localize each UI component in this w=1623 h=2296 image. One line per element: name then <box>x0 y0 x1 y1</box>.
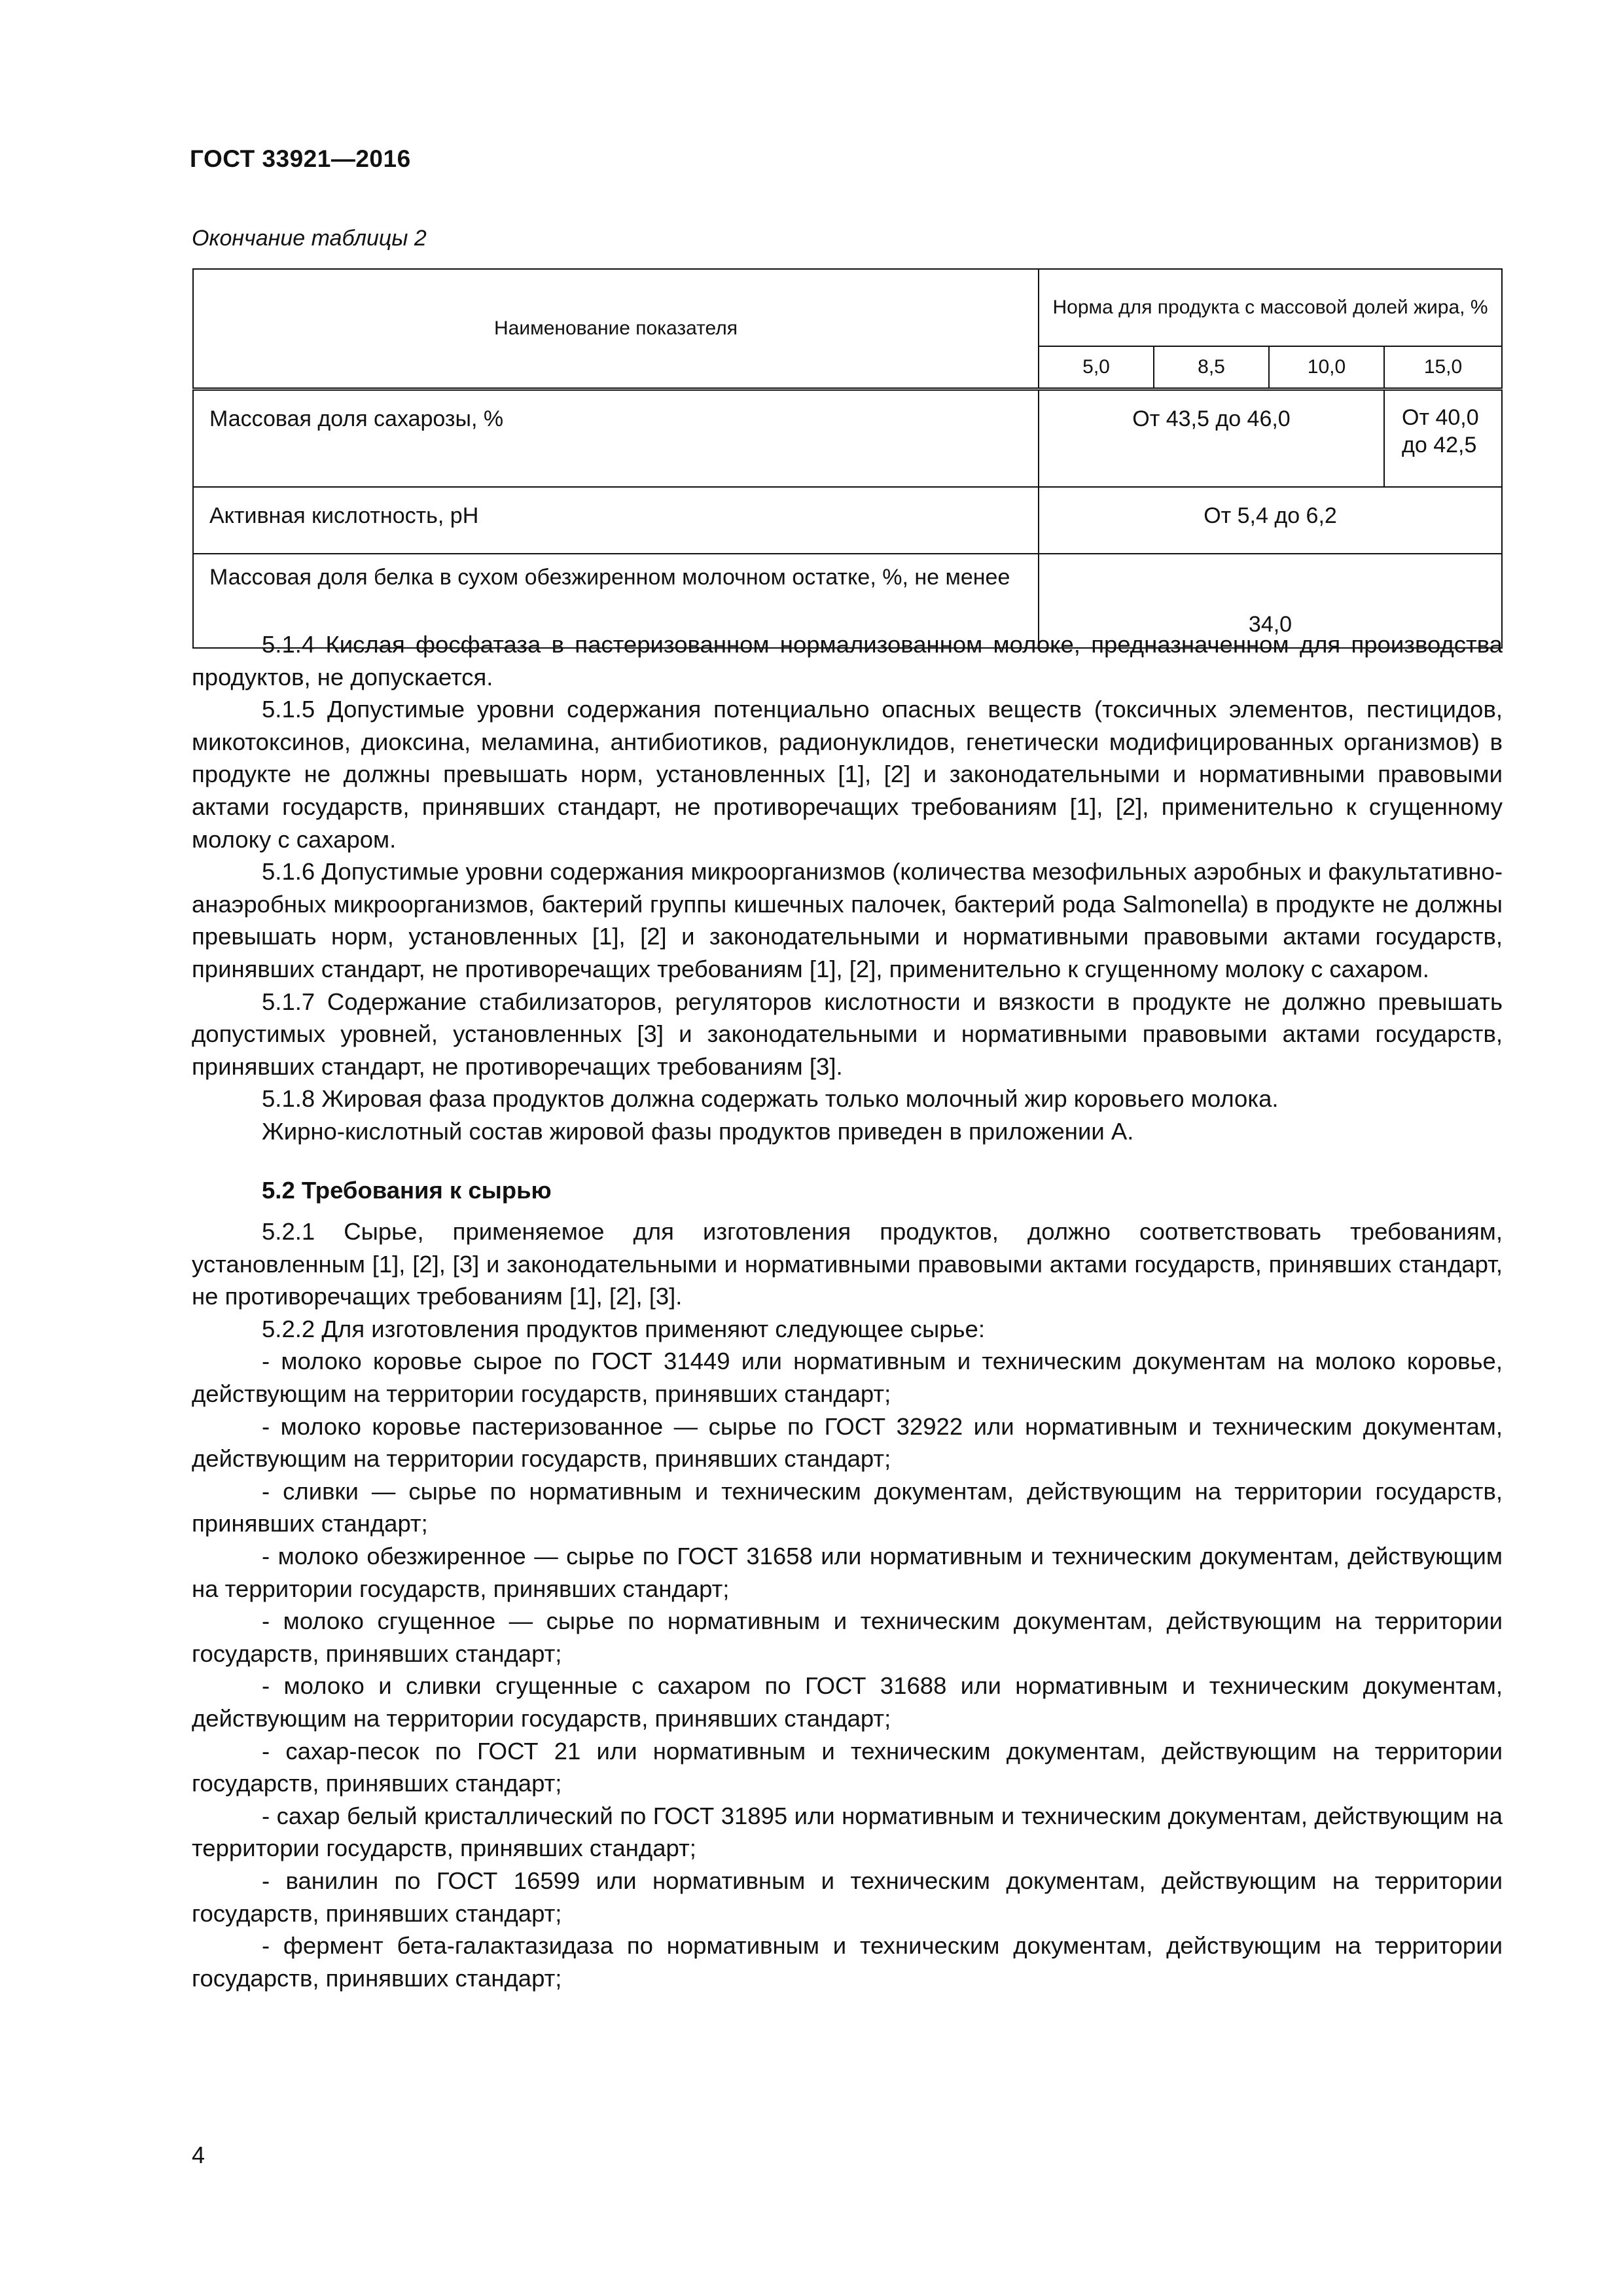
column-header-name: Наименование показателя <box>193 269 1039 389</box>
requirements-table <box>192 268 1503 649</box>
paragraph: 5.1.5 Допустимые уровни содержания потенциально опасных веществ (токсичных элементов, пестицидов, микотоксинов, диоксина, меламина, антибиотиков, радионуклидов, генетически модифицированных организмов) в продукте не должны превышать норм, установленных [1], [2] и законодательными и нормативными правовыми актами государств, принявших стандарт, не противоречащих требованиям [1], [2], применительно к сгущенному молоку с сахаром. <box>192 696 1503 853</box>
table-row <box>193 389 1502 488</box>
paragraph: 5.1.8 Жировая фаза продуктов должна содержать только молочный жир коровьего молока. <box>262 1085 1279 1113</box>
list-item: - сливки — сырье по нормативным и техническим документам, действующим на территории государств, принявших стандарт; <box>192 1477 1503 1537</box>
indicator-name: Массовая доля белка в сухом обезжиренном молочном остатке, %, не менее <box>193 554 1039 648</box>
table-caption: Окончание таблицы 2 <box>192 226 427 251</box>
list-item: - молоко обезжиренное — сырье по ГОСТ 31658 или нормативным и техническим документам, действующим на территории государств, принявших стандарт; <box>192 1543 1503 1602</box>
table-row <box>193 487 1502 554</box>
paragraph: Жирно-кислотный состав жировой фазы продуктов приведен в приложении А. <box>262 1117 1134 1145</box>
list-item: - молоко коровье пастеризованное — сырье по ГОСТ 32922 или нормативным и техническим документам, действующим на территории государств, принявших стандарт; <box>192 1412 1503 1473</box>
list-item: - молоко коровье сырое по ГОСТ 31449 или нормативным и техническим документам на молоко коровье, действующим на территории государств, принявших стандарт; <box>192 1348 1503 1408</box>
section-title: 5.2 Требования к сырью <box>262 1176 552 1204</box>
list-item: - молоко и сливки сгущенные с сахаром по ГОСТ 31688 или нормативным и техническим документам, действующим на территории государств, принявших стандарт; <box>192 1672 1503 1732</box>
column-header-fat-level: 10,0 <box>1269 346 1384 389</box>
list-item: - сахар белый кристаллический по ГОСТ 31895 или нормативным и техническим документам, действующим на территории государств, принявших стандарт; <box>192 1802 1503 1862</box>
paragraph: 5.1.4 Кислая фосфатаза в пастеризованном нормализованном молоке, предназначенном для производства продуктов, не допускается. <box>192 631 1503 691</box>
paragraph: 5.1.6 Допустимые уровни содержания микроорганизмов (количества мезофильных аэробных и факультативно-анаэробных микроорганизмов, бактерий группы кишечных палочек, бактерий рода Salmonella) в продукте не должны превышать норм, установленных [1], [2] и законодательными и нормативными правовыми актами государств, принявших стандарт, не противоречащих требованиям [1], [2], применительно к сгущенному молоку с сахаром. <box>192 858 1503 982</box>
norm-value: От 43,5 до 46,0 <box>1039 389 1384 488</box>
norm-value: От 5,4 до 6,2 <box>1039 487 1502 554</box>
page-number: 4 <box>192 2142 205 2168</box>
column-header-norm: Норма для продукта с массовой долей жира, % <box>1039 269 1502 346</box>
column-header-fat-level: 15,0 <box>1384 346 1502 389</box>
indicator-name: Активная кислотность, pH <box>193 487 1039 554</box>
list-item: - молоко сгущенное — сырье по нормативным и техническим документам, действующим на территории государств, принявших стандарт; <box>192 1607 1503 1667</box>
paragraph: 5.2.1 Сырье, применяемое для изготовления продуктов, должно соответствовать требованиям, установленным [1], [2], [3] и законодательными и нормативными правовыми актами государств, принявших стандарт, не противоречащих требованиям [1], [2], [3]. <box>192 1218 1503 1310</box>
norm-value: От 40,0 до 42,5 <box>1384 389 1502 488</box>
paragraph: 5.1.7 Содержание стабилизаторов, регуляторов кислотности и вязкости в продукте не должно превышать допустимых уровней, установленных [3] и законодательными и нормативными правовыми актами государств, принявших стандарт, не противоречащих требованиям [3]. <box>192 988 1503 1080</box>
list-item: - фермент бета-галактазидаза по нормативным и техническим документам, действующим на территории государств, принявших стандарт; <box>192 1932 1503 1992</box>
indicator-name: Массовая доля сахарозы, % <box>193 389 1039 488</box>
paragraph: 5.2.2 Для изготовления продуктов применяют следующее сырье: <box>262 1315 985 1342</box>
list-item: - ванилин по ГОСТ 16599 или нормативным и техническим документам, действующим на территории государств, принявших стандарт; <box>192 1867 1503 1927</box>
column-header-fat-level: 8,5 <box>1154 346 1269 389</box>
document-header: ГОСТ 33921—2016 <box>190 145 411 172</box>
body-text <box>192 628 1503 1994</box>
column-header-fat-level: 5,0 <box>1039 346 1154 389</box>
norm-value: 34,0 <box>1039 554 1502 648</box>
list-item: - сахар-песок по ГОСТ 21 или нормативным и техническим документам, действующим на территории государств, принявших стандарт; <box>192 1737 1503 1797</box>
